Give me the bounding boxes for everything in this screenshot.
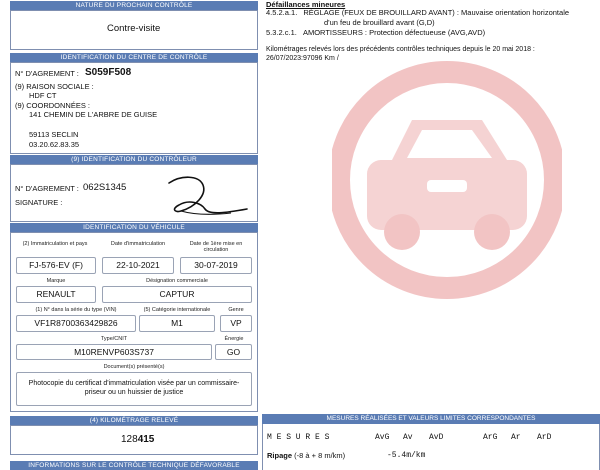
prochain-controle-value: Contre-visite (107, 23, 161, 34)
documents-field: Photocopie du certificat d'immatriculation visée par un commissaire-priseur ou un huissier de justice (16, 372, 252, 406)
centre-agrement-value: S059F508 (85, 67, 132, 78)
address-line2: 59113 SECLIN (29, 130, 79, 139)
infos-defavorable-header: INFORMATIONS SUR LE CONTRÔLE TECHNIQUE DÉFAVORABLE (10, 461, 258, 470)
mesures-col-arg: ArG (483, 433, 498, 442)
mesures-col-avd: AvD (429, 433, 444, 442)
mesures-col-avg: AvG (375, 433, 390, 442)
defaillance-text: AMORTISSEURS : Protection défectueuse (AVG,AVD) (302, 28, 486, 37)
phone: 03.20.62.83.35 (29, 140, 80, 149)
km-history-line2: 26/07/2023:97096 Km / (266, 55, 339, 62)
documents-label: Document(s) présenté(s) (103, 364, 165, 370)
raison-sociale-value: HDF CT (29, 91, 57, 100)
date-immat-label: Date d'immatriculation (110, 241, 166, 247)
date-immat-field: 22-10-2021 (102, 257, 174, 274)
vin-field: VF1R8700363429826 (16, 315, 136, 332)
marque-field: RENAULT (16, 286, 96, 303)
km-history-line1: Kilométrages relevés lors des précédents contrôles techniques depuis le 20 mai 2018 : (266, 46, 535, 53)
mesures-col-ard: ArD (537, 433, 552, 442)
vehicule-header: IDENTIFICATION DU VÉHICULE (10, 223, 258, 232)
designation-field: CAPTUR (102, 286, 252, 303)
mesures-col-av: Av (403, 433, 413, 442)
signature-label: SIGNATURE : (15, 198, 63, 207)
immat-label: (2) Immatriculation et pays (22, 241, 88, 247)
mesures-col-ar: Ar (511, 433, 521, 442)
genre-field: VP (220, 315, 252, 332)
ripage-label: Ripage (267, 451, 293, 460)
vin-label: (1) N° dans la série du type (VIN) (35, 307, 117, 313)
centre-header: IDENTIFICATION DU CENTRE DE CONTRÔLE (10, 53, 258, 62)
kilometrage-header: (4) KILOMÉTRAGE RELEVÉ (10, 416, 258, 425)
ripage-limits: (-8 à + 8 m/km) (294, 451, 346, 460)
type-label: Type/CNIT (100, 336, 128, 342)
genre-label: Genre (228, 307, 244, 313)
controleur-agrement-value: 062S1345 (83, 182, 127, 193)
kilometrage-suffix: 415 (137, 434, 155, 445)
marque-label: Marque (46, 278, 66, 284)
defaillance-item (266, 28, 485, 37)
car-watermark-icon (332, 60, 562, 310)
controleur-header: (9) IDENTIFICATION DU CONTRÔLEUR (10, 155, 258, 164)
controleur-box (10, 164, 258, 222)
kilometrage-box (10, 425, 258, 455)
date-1ere-label: Date de 1ère mise en circulation (189, 241, 243, 253)
defaillance-code: 4.5.2.a.1. (266, 8, 298, 17)
date-1ere-field: 30-07-2019 (180, 257, 252, 274)
mesures-label: M E S U R E S (267, 433, 330, 442)
prochain-controle-header: NATURE DU PROCHAIN CONTRÔLE (10, 1, 258, 10)
address-line1: 141 CHEMIN DE L'ARBRE DE GUISE (29, 110, 158, 119)
centre-agrement-label: N° D'AGREMENT : (15, 69, 79, 78)
ripage-row (267, 451, 345, 460)
raison-sociale-label: (9) RAISON SOCIALE : (15, 82, 94, 91)
right-column (262, 0, 600, 470)
defaillance-code: 5.3.2.c.1. (266, 28, 297, 37)
energie-field: GO (215, 344, 252, 360)
kilometrage-value (121, 434, 154, 445)
controleur-agrement-label: N° D'AGREMENT : (15, 184, 79, 193)
energie-label: Énergie (224, 336, 244, 342)
signature-icon (151, 169, 251, 219)
defaillance-text: RÉGLAGE (FEUX DE BROUILLARD AVANT) : Mauvaise orientation horizontale (303, 8, 570, 17)
immat-field: FJ-576-EV (F) (16, 257, 96, 274)
prochain-controle-box (10, 10, 258, 50)
coordonnees-label: (9) COORDONNÉES : (15, 101, 91, 110)
left-column (10, 0, 258, 470)
defaillance-item (266, 8, 569, 17)
centre-box (10, 62, 258, 154)
type-field: M10RENVP603S737 (16, 344, 212, 360)
mesures-box (262, 424, 600, 470)
defaillances-title: Défaillances mineures (266, 0, 346, 9)
ripage-value: -5.4m/km (387, 451, 426, 460)
designation-label: Désignation commerciale (146, 278, 208, 284)
categorie-field: M1 (139, 315, 215, 332)
defaillance-text-continued: d'un feu de brouillard avant (G,D) (324, 18, 435, 27)
mesures-header: MESURES RÉALISÉES ET VALEURS LIMITES CORRESPONDANTES (262, 414, 600, 424)
vehicule-box (10, 232, 258, 412)
categorie-label: (5) Catégorie internationale (143, 307, 211, 313)
kilometrage-prefix: 128 (121, 434, 138, 445)
